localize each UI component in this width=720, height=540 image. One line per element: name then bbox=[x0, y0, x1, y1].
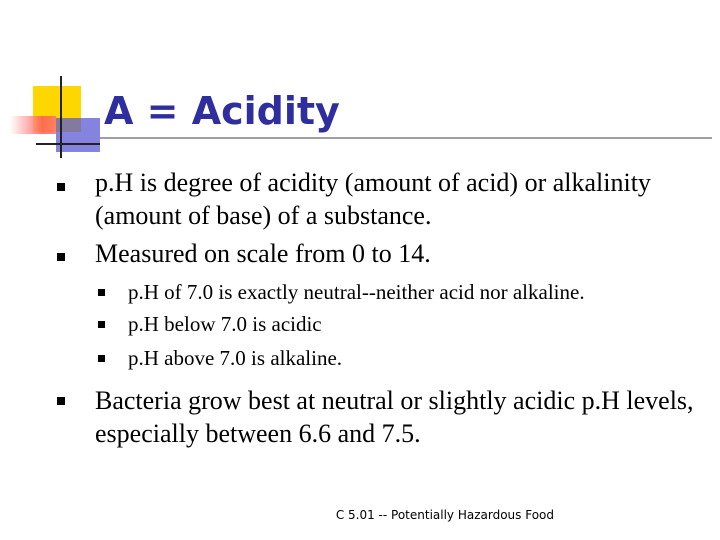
blue-square-decoration bbox=[56, 118, 100, 152]
bullet-item: p.H is degree of acidity (amount of acid) or alkalinity (amount of base) of a substance. bbox=[95, 168, 651, 230]
sub-bullet-item: p.H below 7.0 is acidic bbox=[128, 312, 322, 336]
sub-bullet-marker-icon bbox=[98, 289, 105, 296]
bullet-item: Bacteria grow best at neutral or slightly acidic p.H levels, especially between 6.6 and 7.5. bbox=[95, 386, 694, 448]
bullet-item: Measured on scale from 0 to 14. bbox=[95, 239, 431, 268]
vertical-line-decoration bbox=[60, 76, 62, 158]
red-bar-decoration bbox=[10, 116, 56, 134]
sub-bullet-marker-icon bbox=[98, 321, 105, 328]
bullet-marker-icon bbox=[57, 397, 65, 405]
sub-bullet-marker-icon bbox=[98, 355, 105, 362]
slide-title: A = Acidity bbox=[104, 89, 340, 133]
bullet-marker-icon bbox=[57, 253, 65, 261]
sub-bullet-item: p.H of 7.0 is exactly neutral--neither acid nor alkaline. bbox=[128, 280, 585, 304]
slide-footer: C 5.01 -- Potentially Hazardous Food bbox=[335, 508, 554, 522]
title-underline bbox=[100, 137, 712, 139]
sub-bullet-item: p.H above 7.0 is alkaline. bbox=[128, 346, 343, 370]
bullet-marker-icon bbox=[57, 183, 65, 191]
horizontal-line-decoration bbox=[36, 143, 100, 145]
